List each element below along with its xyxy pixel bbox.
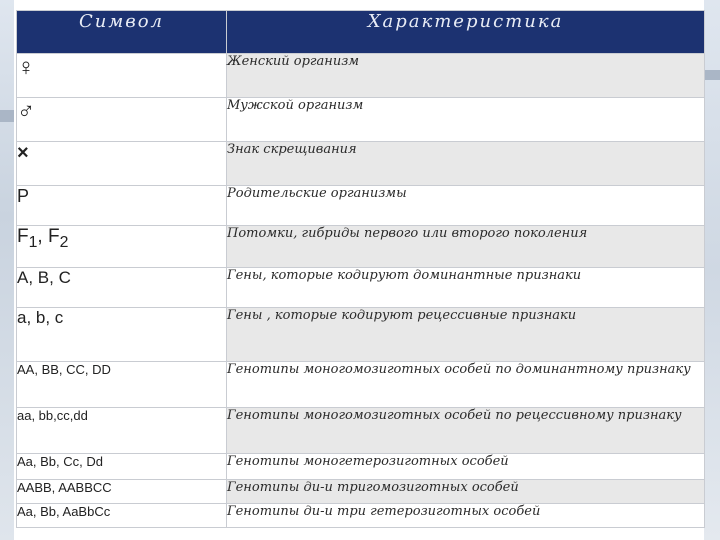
table-row	[17, 362, 705, 408]
row-description: Потомки, гибриды первого или второго поколения	[227, 226, 705, 268]
row-description: Женский организм	[227, 54, 705, 98]
filial-separator: , F	[37, 226, 60, 247]
row-description: Гены , которые кодируют рецессивные признаки	[227, 308, 705, 362]
table-row	[17, 98, 705, 142]
dominant-genes-symbol: A, B, C	[17, 268, 227, 308]
row-description: Генотипы ди-и три гетерозиготных особей	[227, 504, 705, 528]
table-header-row	[17, 11, 705, 54]
table-row	[17, 480, 705, 504]
row-description: Генотипы моногетерозиготных особей	[227, 454, 705, 480]
table-row	[17, 54, 705, 98]
table-row	[17, 308, 705, 362]
genotype-symbol: AA, BB, CC, DD	[17, 362, 227, 408]
genotype-symbol: Aa, Bb, AaBbCc	[17, 504, 227, 528]
filial-letter: F	[17, 226, 29, 247]
male-symbol: ♂	[17, 98, 227, 142]
genotype-symbol: Aa, Bb, Cc, Dd	[17, 454, 227, 480]
row-description: Генотипы моногомозиготных особей по доминантному признаку	[227, 362, 705, 408]
slide-background-stripe	[704, 70, 720, 80]
genetics-symbols-table	[16, 10, 705, 528]
genotype-symbol: aa, bb,cc,dd	[17, 408, 227, 454]
row-description: Мужской организм	[227, 98, 705, 142]
column-header-description: Характеристика	[227, 11, 705, 54]
parent-symbol: P	[17, 186, 227, 226]
female-symbol: ♀	[17, 54, 227, 98]
slide-background-left	[0, 0, 14, 540]
row-description: Генотипы моногомозиготных особей по рецессивному признаку	[227, 408, 705, 454]
table-row	[17, 142, 705, 186]
filial-subscript-2: 2	[59, 233, 69, 251]
column-header-symbol: Символ	[17, 11, 227, 54]
genotype-symbol: AABB, AABBCC	[17, 480, 227, 504]
row-description: Знак скрещивания	[227, 142, 705, 186]
row-description: Гены, которые кодируют доминантные признаки	[227, 268, 705, 308]
row-description: Родительские организмы	[227, 186, 705, 226]
table-row	[17, 268, 705, 308]
slide-background-stripe	[0, 110, 14, 122]
table-row	[17, 408, 705, 454]
table-row	[17, 504, 705, 528]
table-row	[17, 454, 705, 480]
recessive-genes-symbol: a, b, c	[17, 308, 227, 362]
row-description: Генотипы ди-и тригомозиготных особей	[227, 480, 705, 504]
filial-subscript-1: 1	[28, 233, 38, 251]
cross-symbol: ×	[17, 142, 227, 186]
table-row	[17, 226, 705, 268]
filial-symbol	[17, 226, 227, 268]
slide-background-right	[704, 0, 720, 540]
table-row	[17, 186, 705, 226]
